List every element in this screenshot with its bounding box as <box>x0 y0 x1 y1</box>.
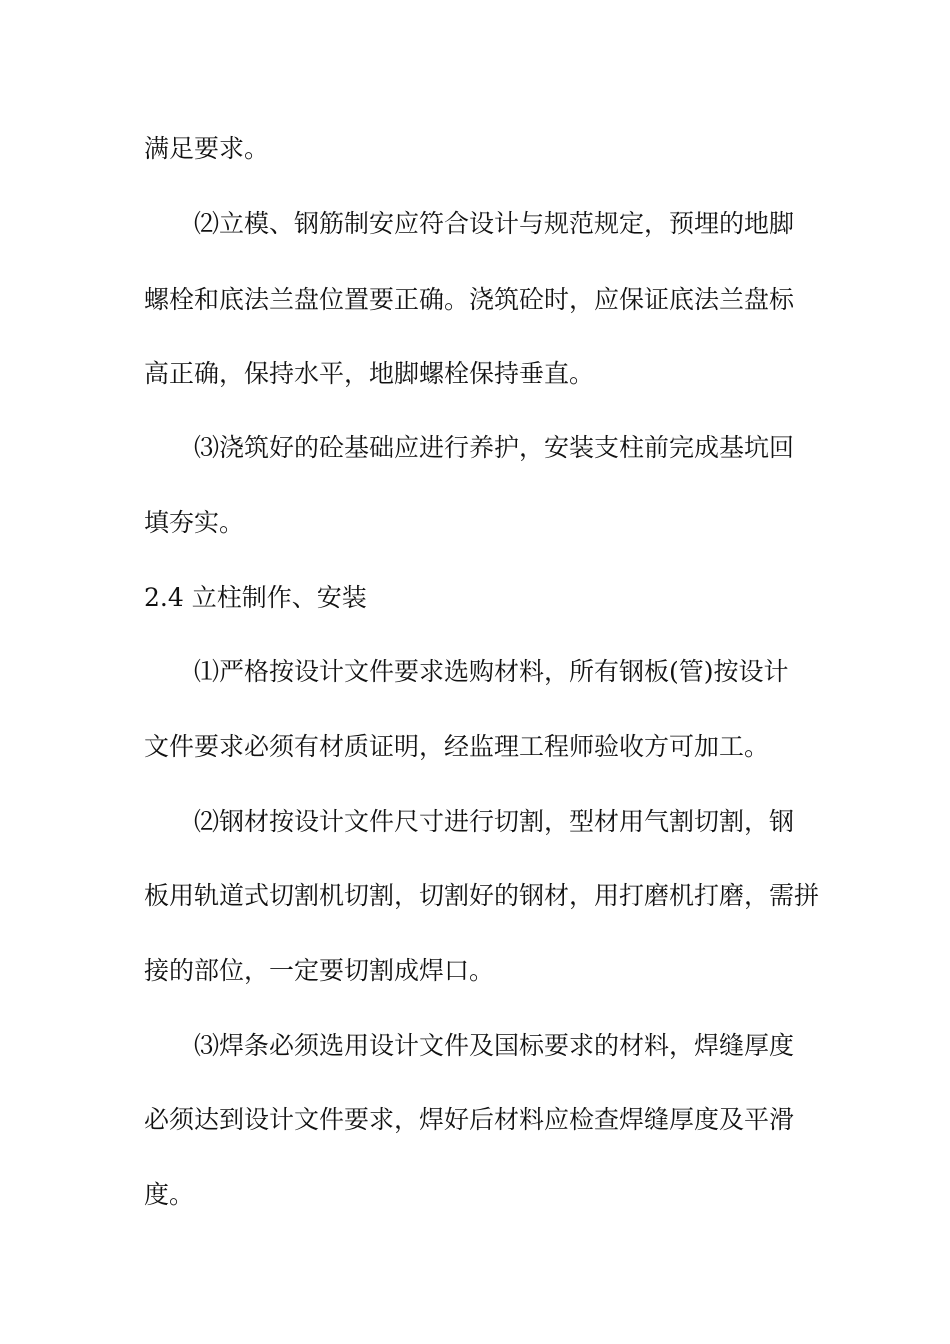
text-line: ⑵立模、钢筋制安应符合设计与规范规定，预埋的地脚 <box>194 209 795 238</box>
text-line: 文件要求必须有材质证明，经监理工程师验收方可加工。 <box>144 732 770 761</box>
text-line: 填夯实。 <box>144 508 245 537</box>
text-line: 螺栓和底法兰盘位置要正确。浇筑砼时，应保证底法兰盘标 <box>144 285 795 314</box>
text-line: 满足要求。 <box>144 134 270 163</box>
text-line: ⑶浇筑好的砼基础应进行养护，安装支柱前完成基坑回 <box>194 433 795 462</box>
text-line: 接的部位，一定要切割成焊口。 <box>144 956 495 985</box>
section-heading: 2.4 立柱制作、安装 <box>144 583 367 612</box>
text-line: ⑶焊条必须选用设计文件及国标要求的材料，焊缝厚度 <box>194 1031 795 1060</box>
text-line: ⑵钢材按设计文件尺寸进行切割，型材用气割切割，钢 <box>194 807 795 836</box>
text-line: 度。 <box>144 1180 195 1209</box>
text-line: ⑴严格按设计文件要求选购材料，所有钢板(管)按设计 <box>194 657 789 686</box>
text-line: 必须达到设计文件要求，焊好后材料应检查焊缝厚度及平滑 <box>144 1105 795 1134</box>
text-line: 高正确，保持水平，地脚螺栓保持垂直。 <box>144 359 595 388</box>
text-line: 板用轨道式切割机切割，切割好的钢材，用打磨机打磨，需拼 <box>144 881 820 910</box>
